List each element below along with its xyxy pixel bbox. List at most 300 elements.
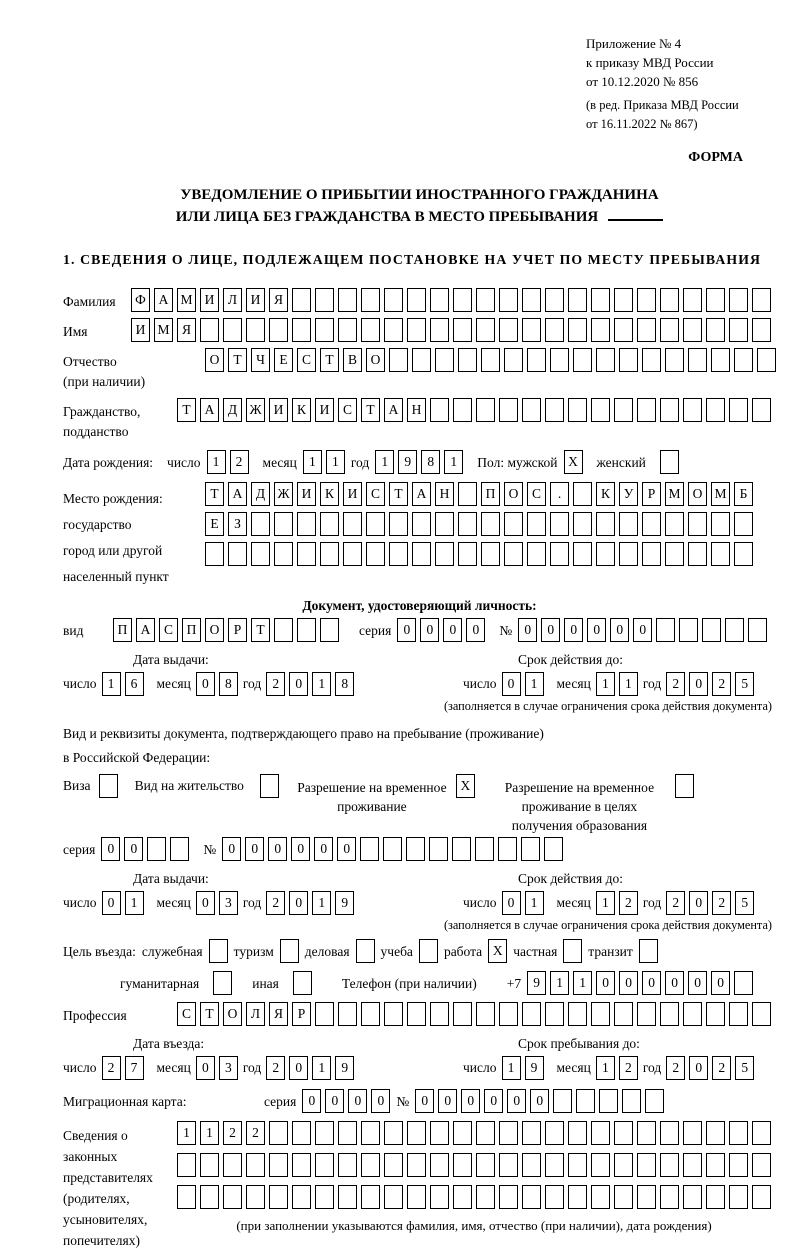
birth-place-char-cell[interactable] bbox=[320, 512, 339, 536]
birth-place-char-cell[interactable] bbox=[366, 542, 385, 566]
patronymic-char-cell[interactable] bbox=[596, 348, 615, 372]
phone-digit-cell[interactable]: 1 bbox=[573, 971, 592, 995]
guardians-char-cell[interactable] bbox=[384, 1153, 403, 1177]
guardians-char-cell[interactable] bbox=[292, 1185, 311, 1209]
birth-place-char-cell[interactable] bbox=[205, 542, 224, 566]
guardians-char-cell[interactable] bbox=[522, 1153, 541, 1177]
surname-char-cell[interactable] bbox=[591, 288, 610, 312]
birth-year-cell[interactable]: 1 bbox=[375, 450, 394, 474]
birth-place-char-cell[interactable] bbox=[642, 542, 661, 566]
guardians-char-cell[interactable] bbox=[269, 1185, 288, 1209]
birth-place-char-cell[interactable] bbox=[688, 512, 707, 536]
birth-place-char-cell[interactable] bbox=[412, 512, 431, 536]
migration-number-cell[interactable] bbox=[553, 1089, 572, 1113]
given-name-char-cell[interactable] bbox=[660, 318, 679, 342]
profession-char-cell[interactable] bbox=[407, 1002, 426, 1026]
phone-digit-cell[interactable]: 0 bbox=[711, 971, 730, 995]
residence-number-cell[interactable] bbox=[475, 837, 494, 861]
residence-number-cell[interactable] bbox=[429, 837, 448, 861]
birth-place-char-cell[interactable] bbox=[389, 512, 408, 536]
entry-month-cell[interactable]: 3 bbox=[219, 1056, 238, 1080]
profession-char-cell[interactable] bbox=[706, 1002, 725, 1026]
guardians-char-cell[interactable] bbox=[729, 1153, 748, 1177]
identity-kind-char-cell[interactable] bbox=[297, 618, 316, 642]
birth-place-char-cell[interactable] bbox=[458, 482, 477, 506]
residence-number-cell[interactable] bbox=[360, 837, 379, 861]
guardians-char-cell[interactable] bbox=[660, 1153, 679, 1177]
profession-char-cell[interactable] bbox=[729, 1002, 748, 1026]
patronymic-char-cell[interactable]: О bbox=[366, 348, 385, 372]
identity-kind-char-cell[interactable]: Р bbox=[228, 618, 247, 642]
guardians-char-cell[interactable] bbox=[361, 1153, 380, 1177]
identity-issue-year-cell[interactable]: 1 bbox=[312, 672, 331, 696]
profession-char-cell[interactable] bbox=[430, 1002, 449, 1026]
migration-series-cell[interactable]: 0 bbox=[371, 1089, 390, 1113]
guardians-char-cell[interactable] bbox=[430, 1121, 449, 1145]
residence-number-cell[interactable]: 0 bbox=[222, 837, 241, 861]
guardians-char-cell[interactable] bbox=[476, 1121, 495, 1145]
citizenship-char-cell[interactable] bbox=[476, 398, 495, 422]
surname-char-cell[interactable] bbox=[683, 288, 702, 312]
birth-place-char-cell[interactable]: Б bbox=[734, 482, 753, 506]
phone-digit-cell[interactable]: 0 bbox=[665, 971, 684, 995]
birth-place-char-cell[interactable]: К bbox=[596, 482, 615, 506]
birth-place-char-cell[interactable]: О bbox=[688, 482, 707, 506]
given-name-char-cell[interactable] bbox=[453, 318, 472, 342]
patronymic-char-cell[interactable] bbox=[412, 348, 431, 372]
birth-place-char-cell[interactable] bbox=[251, 512, 270, 536]
identity-valid-year-cell[interactable]: 2 bbox=[712, 672, 731, 696]
guardians-char-cell[interactable]: 1 bbox=[177, 1121, 196, 1145]
identity-kind-char-cell[interactable] bbox=[274, 618, 293, 642]
surname-char-cell[interactable]: М bbox=[177, 288, 196, 312]
residence-permit-checkbox-cell[interactable] bbox=[260, 774, 279, 798]
migration-number-cell[interactable]: 0 bbox=[438, 1089, 457, 1113]
guardians-char-cell[interactable] bbox=[614, 1153, 633, 1177]
guardians-char-cell[interactable] bbox=[177, 1185, 196, 1209]
guardians-char-cell[interactable] bbox=[361, 1121, 380, 1145]
given-name-char-cell[interactable] bbox=[706, 318, 725, 342]
guardians-char-cell[interactable] bbox=[361, 1185, 380, 1209]
residence-number-cell[interactable] bbox=[452, 837, 471, 861]
identity-kind-char-cell[interactable]: А bbox=[136, 618, 155, 642]
given-name-char-cell[interactable] bbox=[545, 318, 564, 342]
citizenship-char-cell[interactable] bbox=[522, 398, 541, 422]
identity-issue-year-cell[interactable]: 0 bbox=[289, 672, 308, 696]
temp-residence-checkbox-cell[interactable]: X bbox=[456, 774, 475, 798]
birth-place-char-cell[interactable] bbox=[596, 542, 615, 566]
surname-char-cell[interactable] bbox=[338, 288, 357, 312]
guardians-char-cell[interactable] bbox=[614, 1185, 633, 1209]
identity-issue-month-cell[interactable]: 8 bbox=[219, 672, 238, 696]
birth-place-char-cell[interactable]: Н bbox=[435, 482, 454, 506]
given-name-char-cell[interactable] bbox=[338, 318, 357, 342]
residence-issue-day-cell[interactable]: 1 bbox=[125, 891, 144, 915]
surname-char-cell[interactable] bbox=[315, 288, 334, 312]
surname-char-cell[interactable]: Ф bbox=[131, 288, 150, 312]
guardians-char-cell[interactable] bbox=[545, 1121, 564, 1145]
given-name-char-cell[interactable] bbox=[200, 318, 219, 342]
residence-valid-year-cell[interactable]: 5 bbox=[735, 891, 754, 915]
guardians-char-cell[interactable] bbox=[269, 1153, 288, 1177]
residence-issue-day-cell[interactable]: 0 bbox=[102, 891, 121, 915]
patronymic-char-cell[interactable] bbox=[619, 348, 638, 372]
birth-place-char-cell[interactable] bbox=[550, 542, 569, 566]
stay-until-year-cell[interactable]: 2 bbox=[666, 1056, 685, 1080]
visa-checkbox-cell[interactable] bbox=[99, 774, 118, 798]
birth-place-char-cell[interactable]: Д bbox=[251, 482, 270, 506]
guardians-char-cell[interactable] bbox=[453, 1153, 472, 1177]
profession-char-cell[interactable] bbox=[591, 1002, 610, 1026]
guardians-char-cell[interactable] bbox=[729, 1121, 748, 1145]
surname-char-cell[interactable] bbox=[476, 288, 495, 312]
citizenship-char-cell[interactable]: К bbox=[292, 398, 311, 422]
surname-char-cell[interactable] bbox=[292, 288, 311, 312]
identity-series-cell[interactable]: 0 bbox=[466, 618, 485, 642]
identity-number-cell[interactable]: 0 bbox=[564, 618, 583, 642]
citizenship-char-cell[interactable]: Ж bbox=[246, 398, 265, 422]
birth-place-char-cell[interactable]: И bbox=[297, 482, 316, 506]
identity-issue-day-cell[interactable]: 1 bbox=[102, 672, 121, 696]
birth-place-char-cell[interactable]: З bbox=[228, 512, 247, 536]
guardians-char-cell[interactable] bbox=[430, 1185, 449, 1209]
residence-number-cell[interactable] bbox=[521, 837, 540, 861]
profession-char-cell[interactable] bbox=[315, 1002, 334, 1026]
birth-place-char-cell[interactable] bbox=[711, 512, 730, 536]
citizenship-char-cell[interactable]: Д bbox=[223, 398, 242, 422]
guardians-char-cell[interactable] bbox=[522, 1121, 541, 1145]
residence-number-cell[interactable] bbox=[406, 837, 425, 861]
surname-char-cell[interactable] bbox=[568, 288, 587, 312]
birth-place-char-cell[interactable] bbox=[274, 512, 293, 536]
birth-place-char-cell[interactable]: П bbox=[481, 482, 500, 506]
identity-valid-year-cell[interactable]: 5 bbox=[735, 672, 754, 696]
guardians-char-cell[interactable]: 1 bbox=[200, 1121, 219, 1145]
guardians-char-cell[interactable] bbox=[752, 1121, 771, 1145]
identity-number-cell[interactable] bbox=[725, 618, 744, 642]
given-name-char-cell[interactable]: И bbox=[131, 318, 150, 342]
guardians-char-cell[interactable] bbox=[315, 1185, 334, 1209]
guardians-char-cell[interactable] bbox=[591, 1153, 610, 1177]
guardians-char-cell[interactable] bbox=[246, 1153, 265, 1177]
identity-kind-char-cell[interactable]: П bbox=[113, 618, 132, 642]
phone-digit-cell[interactable]: 0 bbox=[596, 971, 615, 995]
profession-char-cell[interactable]: О bbox=[223, 1002, 242, 1026]
citizenship-char-cell[interactable]: И bbox=[315, 398, 334, 422]
identity-valid-day-cell[interactable]: 0 bbox=[502, 672, 521, 696]
guardians-char-cell[interactable] bbox=[568, 1185, 587, 1209]
guardians-char-cell[interactable] bbox=[384, 1185, 403, 1209]
birth-place-char-cell[interactable] bbox=[619, 542, 638, 566]
given-name-char-cell[interactable] bbox=[315, 318, 334, 342]
guardians-char-cell[interactable] bbox=[545, 1153, 564, 1177]
birth-month-cell[interactable]: 1 bbox=[326, 450, 345, 474]
guardians-char-cell[interactable] bbox=[499, 1185, 518, 1209]
patronymic-char-cell[interactable] bbox=[642, 348, 661, 372]
patronymic-char-cell[interactable] bbox=[665, 348, 684, 372]
surname-char-cell[interactable] bbox=[706, 288, 725, 312]
guardians-char-cell[interactable] bbox=[706, 1121, 725, 1145]
residence-series-cell[interactable]: 0 bbox=[101, 837, 120, 861]
surname-char-cell[interactable] bbox=[499, 288, 518, 312]
entry-day-cell[interactable]: 7 bbox=[125, 1056, 144, 1080]
identity-issue-year-cell[interactable]: 8 bbox=[335, 672, 354, 696]
guardians-char-cell[interactable] bbox=[338, 1153, 357, 1177]
guardians-char-cell[interactable] bbox=[637, 1121, 656, 1145]
birth-place-char-cell[interactable] bbox=[573, 482, 592, 506]
birth-place-char-cell[interactable] bbox=[734, 542, 753, 566]
profession-char-cell[interactable] bbox=[453, 1002, 472, 1026]
citizenship-char-cell[interactable] bbox=[591, 398, 610, 422]
guardians-char-cell[interactable] bbox=[384, 1121, 403, 1145]
given-name-char-cell[interactable] bbox=[361, 318, 380, 342]
identity-number-cell[interactable] bbox=[656, 618, 675, 642]
patronymic-char-cell[interactable] bbox=[734, 348, 753, 372]
guardians-char-cell[interactable] bbox=[338, 1121, 357, 1145]
guardians-char-cell[interactable] bbox=[453, 1121, 472, 1145]
residence-valid-year-cell[interactable]: 2 bbox=[666, 891, 685, 915]
identity-valid-year-cell[interactable]: 0 bbox=[689, 672, 708, 696]
guardians-char-cell[interactable]: 2 bbox=[246, 1121, 265, 1145]
guardians-char-cell[interactable] bbox=[568, 1153, 587, 1177]
citizenship-char-cell[interactable] bbox=[660, 398, 679, 422]
residence-number-cell[interactable] bbox=[383, 837, 402, 861]
identity-valid-year-cell[interactable]: 2 bbox=[666, 672, 685, 696]
birth-place-char-cell[interactable]: Т bbox=[389, 482, 408, 506]
birth-place-char-cell[interactable] bbox=[596, 512, 615, 536]
given-name-char-cell[interactable] bbox=[522, 318, 541, 342]
profession-char-cell[interactable]: Л bbox=[246, 1002, 265, 1026]
surname-char-cell[interactable]: И bbox=[200, 288, 219, 312]
purpose-work-cell[interactable]: X bbox=[488, 939, 507, 963]
profession-char-cell[interactable]: С bbox=[177, 1002, 196, 1026]
guardians-char-cell[interactable] bbox=[499, 1121, 518, 1145]
identity-valid-day-cell[interactable]: 1 bbox=[525, 672, 544, 696]
given-name-char-cell[interactable]: М bbox=[154, 318, 173, 342]
purpose-other-cell[interactable] bbox=[293, 971, 312, 995]
residence-issue-year-cell[interactable]: 2 bbox=[266, 891, 285, 915]
guardians-char-cell[interactable] bbox=[706, 1153, 725, 1177]
guardians-char-cell[interactable] bbox=[200, 1153, 219, 1177]
citizenship-char-cell[interactable]: С bbox=[338, 398, 357, 422]
residence-number-cell[interactable]: 0 bbox=[268, 837, 287, 861]
patronymic-char-cell[interactable] bbox=[458, 348, 477, 372]
purpose-official-cell[interactable] bbox=[209, 939, 228, 963]
guardians-char-cell[interactable] bbox=[499, 1153, 518, 1177]
identity-number-cell[interactable] bbox=[748, 618, 767, 642]
identity-number-cell[interactable]: 0 bbox=[610, 618, 629, 642]
patronymic-char-cell[interactable] bbox=[573, 348, 592, 372]
birth-place-char-cell[interactable] bbox=[711, 542, 730, 566]
guardians-char-cell[interactable] bbox=[614, 1121, 633, 1145]
guardians-char-cell[interactable] bbox=[315, 1153, 334, 1177]
birth-place-char-cell[interactable]: А bbox=[228, 482, 247, 506]
birth-place-char-cell[interactable]: И bbox=[343, 482, 362, 506]
given-name-char-cell[interactable] bbox=[476, 318, 495, 342]
guardians-char-cell[interactable] bbox=[752, 1153, 771, 1177]
migration-series-cell[interactable]: 0 bbox=[348, 1089, 367, 1113]
birth-place-char-cell[interactable] bbox=[504, 542, 523, 566]
profession-char-cell[interactable] bbox=[384, 1002, 403, 1026]
guardians-char-cell[interactable] bbox=[706, 1185, 725, 1209]
citizenship-char-cell[interactable] bbox=[752, 398, 771, 422]
surname-char-cell[interactable]: А bbox=[154, 288, 173, 312]
patronymic-char-cell[interactable]: Е bbox=[274, 348, 293, 372]
birth-place-char-cell[interactable]: Ж bbox=[274, 482, 293, 506]
patronymic-char-cell[interactable]: С bbox=[297, 348, 316, 372]
profession-char-cell[interactable] bbox=[545, 1002, 564, 1026]
guardians-char-cell[interactable] bbox=[407, 1153, 426, 1177]
migration-number-cell[interactable] bbox=[576, 1089, 595, 1113]
guardians-char-cell[interactable] bbox=[729, 1185, 748, 1209]
given-name-char-cell[interactable] bbox=[407, 318, 426, 342]
given-name-char-cell[interactable] bbox=[384, 318, 403, 342]
citizenship-char-cell[interactable] bbox=[453, 398, 472, 422]
guardians-char-cell[interactable] bbox=[292, 1153, 311, 1177]
given-name-char-cell[interactable] bbox=[223, 318, 242, 342]
surname-char-cell[interactable]: Л bbox=[223, 288, 242, 312]
citizenship-char-cell[interactable]: И bbox=[269, 398, 288, 422]
guardians-char-cell[interactable] bbox=[476, 1153, 495, 1177]
citizenship-char-cell[interactable] bbox=[568, 398, 587, 422]
birth-place-char-cell[interactable] bbox=[297, 512, 316, 536]
phone-digit-cell[interactable] bbox=[734, 971, 753, 995]
birth-place-char-cell[interactable] bbox=[573, 512, 592, 536]
profession-char-cell[interactable] bbox=[614, 1002, 633, 1026]
birth-year-cell[interactable]: 1 bbox=[444, 450, 463, 474]
phone-digit-cell[interactable]: 1 bbox=[550, 971, 569, 995]
profession-char-cell[interactable] bbox=[683, 1002, 702, 1026]
identity-kind-char-cell[interactable]: П bbox=[182, 618, 201, 642]
guardians-char-cell[interactable] bbox=[637, 1153, 656, 1177]
birth-place-char-cell[interactable]: М bbox=[665, 482, 684, 506]
migration-number-cell[interactable] bbox=[599, 1089, 618, 1113]
surname-char-cell[interactable] bbox=[660, 288, 679, 312]
citizenship-char-cell[interactable]: А bbox=[200, 398, 219, 422]
residence-valid-day-cell[interactable]: 1 bbox=[525, 891, 544, 915]
birth-place-char-cell[interactable] bbox=[343, 542, 362, 566]
temp-residence-edu-checkbox-cell[interactable] bbox=[675, 774, 694, 798]
birth-place-char-cell[interactable] bbox=[481, 512, 500, 536]
birth-place-char-cell[interactable] bbox=[665, 542, 684, 566]
stay-until-year-cell[interactable]: 5 bbox=[735, 1056, 754, 1080]
patronymic-char-cell[interactable] bbox=[711, 348, 730, 372]
citizenship-char-cell[interactable]: Т bbox=[361, 398, 380, 422]
citizenship-char-cell[interactable] bbox=[430, 398, 449, 422]
profession-char-cell[interactable] bbox=[660, 1002, 679, 1026]
guardians-char-cell[interactable] bbox=[407, 1121, 426, 1145]
guardians-char-cell[interactable] bbox=[453, 1185, 472, 1209]
entry-month-cell[interactable]: 0 bbox=[196, 1056, 215, 1080]
migration-number-cell[interactable] bbox=[645, 1089, 664, 1113]
birth-place-char-cell[interactable] bbox=[389, 542, 408, 566]
guardians-char-cell[interactable] bbox=[292, 1121, 311, 1145]
given-name-char-cell[interactable] bbox=[499, 318, 518, 342]
profession-char-cell[interactable]: Я bbox=[269, 1002, 288, 1026]
migration-series-cell[interactable]: 0 bbox=[325, 1089, 344, 1113]
residence-number-cell[interactable] bbox=[544, 837, 563, 861]
purpose-tourism-cell[interactable] bbox=[280, 939, 299, 963]
birth-place-char-cell[interactable]: А bbox=[412, 482, 431, 506]
birth-place-char-cell[interactable] bbox=[458, 512, 477, 536]
identity-kind-char-cell[interactable] bbox=[320, 618, 339, 642]
birth-place-char-cell[interactable]: С bbox=[366, 482, 385, 506]
guardians-char-cell[interactable] bbox=[591, 1185, 610, 1209]
citizenship-char-cell[interactable] bbox=[637, 398, 656, 422]
profession-char-cell[interactable] bbox=[499, 1002, 518, 1026]
residence-series-cell[interactable]: 0 bbox=[124, 837, 143, 861]
residence-issue-year-cell[interactable]: 9 bbox=[335, 891, 354, 915]
guardians-char-cell[interactable] bbox=[476, 1185, 495, 1209]
guardians-char-cell[interactable] bbox=[568, 1121, 587, 1145]
residence-issue-month-cell[interactable]: 0 bbox=[196, 891, 215, 915]
guardians-char-cell[interactable] bbox=[683, 1185, 702, 1209]
identity-number-cell[interactable]: 0 bbox=[587, 618, 606, 642]
birth-place-char-cell[interactable]: Е bbox=[205, 512, 224, 536]
given-name-char-cell[interactable] bbox=[292, 318, 311, 342]
birth-place-char-cell[interactable] bbox=[527, 542, 546, 566]
birth-place-char-cell[interactable] bbox=[481, 542, 500, 566]
migration-number-cell[interactable]: 0 bbox=[461, 1089, 480, 1113]
given-name-char-cell[interactable] bbox=[752, 318, 771, 342]
residence-series-cell[interactable] bbox=[147, 837, 166, 861]
purpose-humanitarian-cell[interactable] bbox=[213, 971, 232, 995]
guardians-char-cell[interactable] bbox=[200, 1185, 219, 1209]
residence-number-cell[interactable]: 0 bbox=[314, 837, 333, 861]
citizenship-char-cell[interactable] bbox=[706, 398, 725, 422]
birth-place-char-cell[interactable] bbox=[251, 542, 270, 566]
citizenship-char-cell[interactable]: Н bbox=[407, 398, 426, 422]
residence-valid-day-cell[interactable]: 0 bbox=[502, 891, 521, 915]
patronymic-char-cell[interactable] bbox=[757, 348, 776, 372]
given-name-char-cell[interactable] bbox=[683, 318, 702, 342]
birth-place-char-cell[interactable] bbox=[435, 542, 454, 566]
surname-char-cell[interactable] bbox=[407, 288, 426, 312]
stay-until-month-cell[interactable]: 1 bbox=[596, 1056, 615, 1080]
birth-place-char-cell[interactable]: О bbox=[504, 482, 523, 506]
birth-place-char-cell[interactable] bbox=[320, 542, 339, 566]
residence-number-cell[interactable]: 0 bbox=[245, 837, 264, 861]
identity-number-cell[interactable] bbox=[702, 618, 721, 642]
guardians-char-cell[interactable] bbox=[683, 1121, 702, 1145]
purpose-private-cell[interactable] bbox=[563, 939, 582, 963]
birth-place-char-cell[interactable] bbox=[527, 512, 546, 536]
migration-number-cell[interactable]: 0 bbox=[507, 1089, 526, 1113]
identity-series-cell[interactable]: 0 bbox=[443, 618, 462, 642]
birth-place-char-cell[interactable] bbox=[504, 512, 523, 536]
guardians-char-cell[interactable] bbox=[177, 1153, 196, 1177]
birth-place-char-cell[interactable] bbox=[343, 512, 362, 536]
patronymic-char-cell[interactable]: О bbox=[205, 348, 224, 372]
identity-number-cell[interactable]: 0 bbox=[633, 618, 652, 642]
female-checkbox-cell[interactable] bbox=[660, 450, 679, 474]
guardians-char-cell[interactable] bbox=[269, 1121, 288, 1145]
guardians-char-cell[interactable] bbox=[223, 1153, 242, 1177]
guardians-char-cell[interactable] bbox=[752, 1185, 771, 1209]
birth-place-char-cell[interactable] bbox=[665, 512, 684, 536]
residence-issue-year-cell[interactable]: 0 bbox=[289, 891, 308, 915]
guardians-char-cell[interactable]: 2 bbox=[223, 1121, 242, 1145]
guardians-char-cell[interactable] bbox=[315, 1121, 334, 1145]
birth-place-char-cell[interactable] bbox=[642, 512, 661, 536]
residence-valid-year-cell[interactable]: 0 bbox=[689, 891, 708, 915]
birth-place-char-cell[interactable] bbox=[550, 512, 569, 536]
male-checkbox-cell[interactable]: X bbox=[564, 450, 583, 474]
guardians-char-cell[interactable] bbox=[591, 1121, 610, 1145]
surname-char-cell[interactable] bbox=[384, 288, 403, 312]
birth-place-char-cell[interactable] bbox=[297, 542, 316, 566]
stay-until-year-cell[interactable]: 0 bbox=[689, 1056, 708, 1080]
